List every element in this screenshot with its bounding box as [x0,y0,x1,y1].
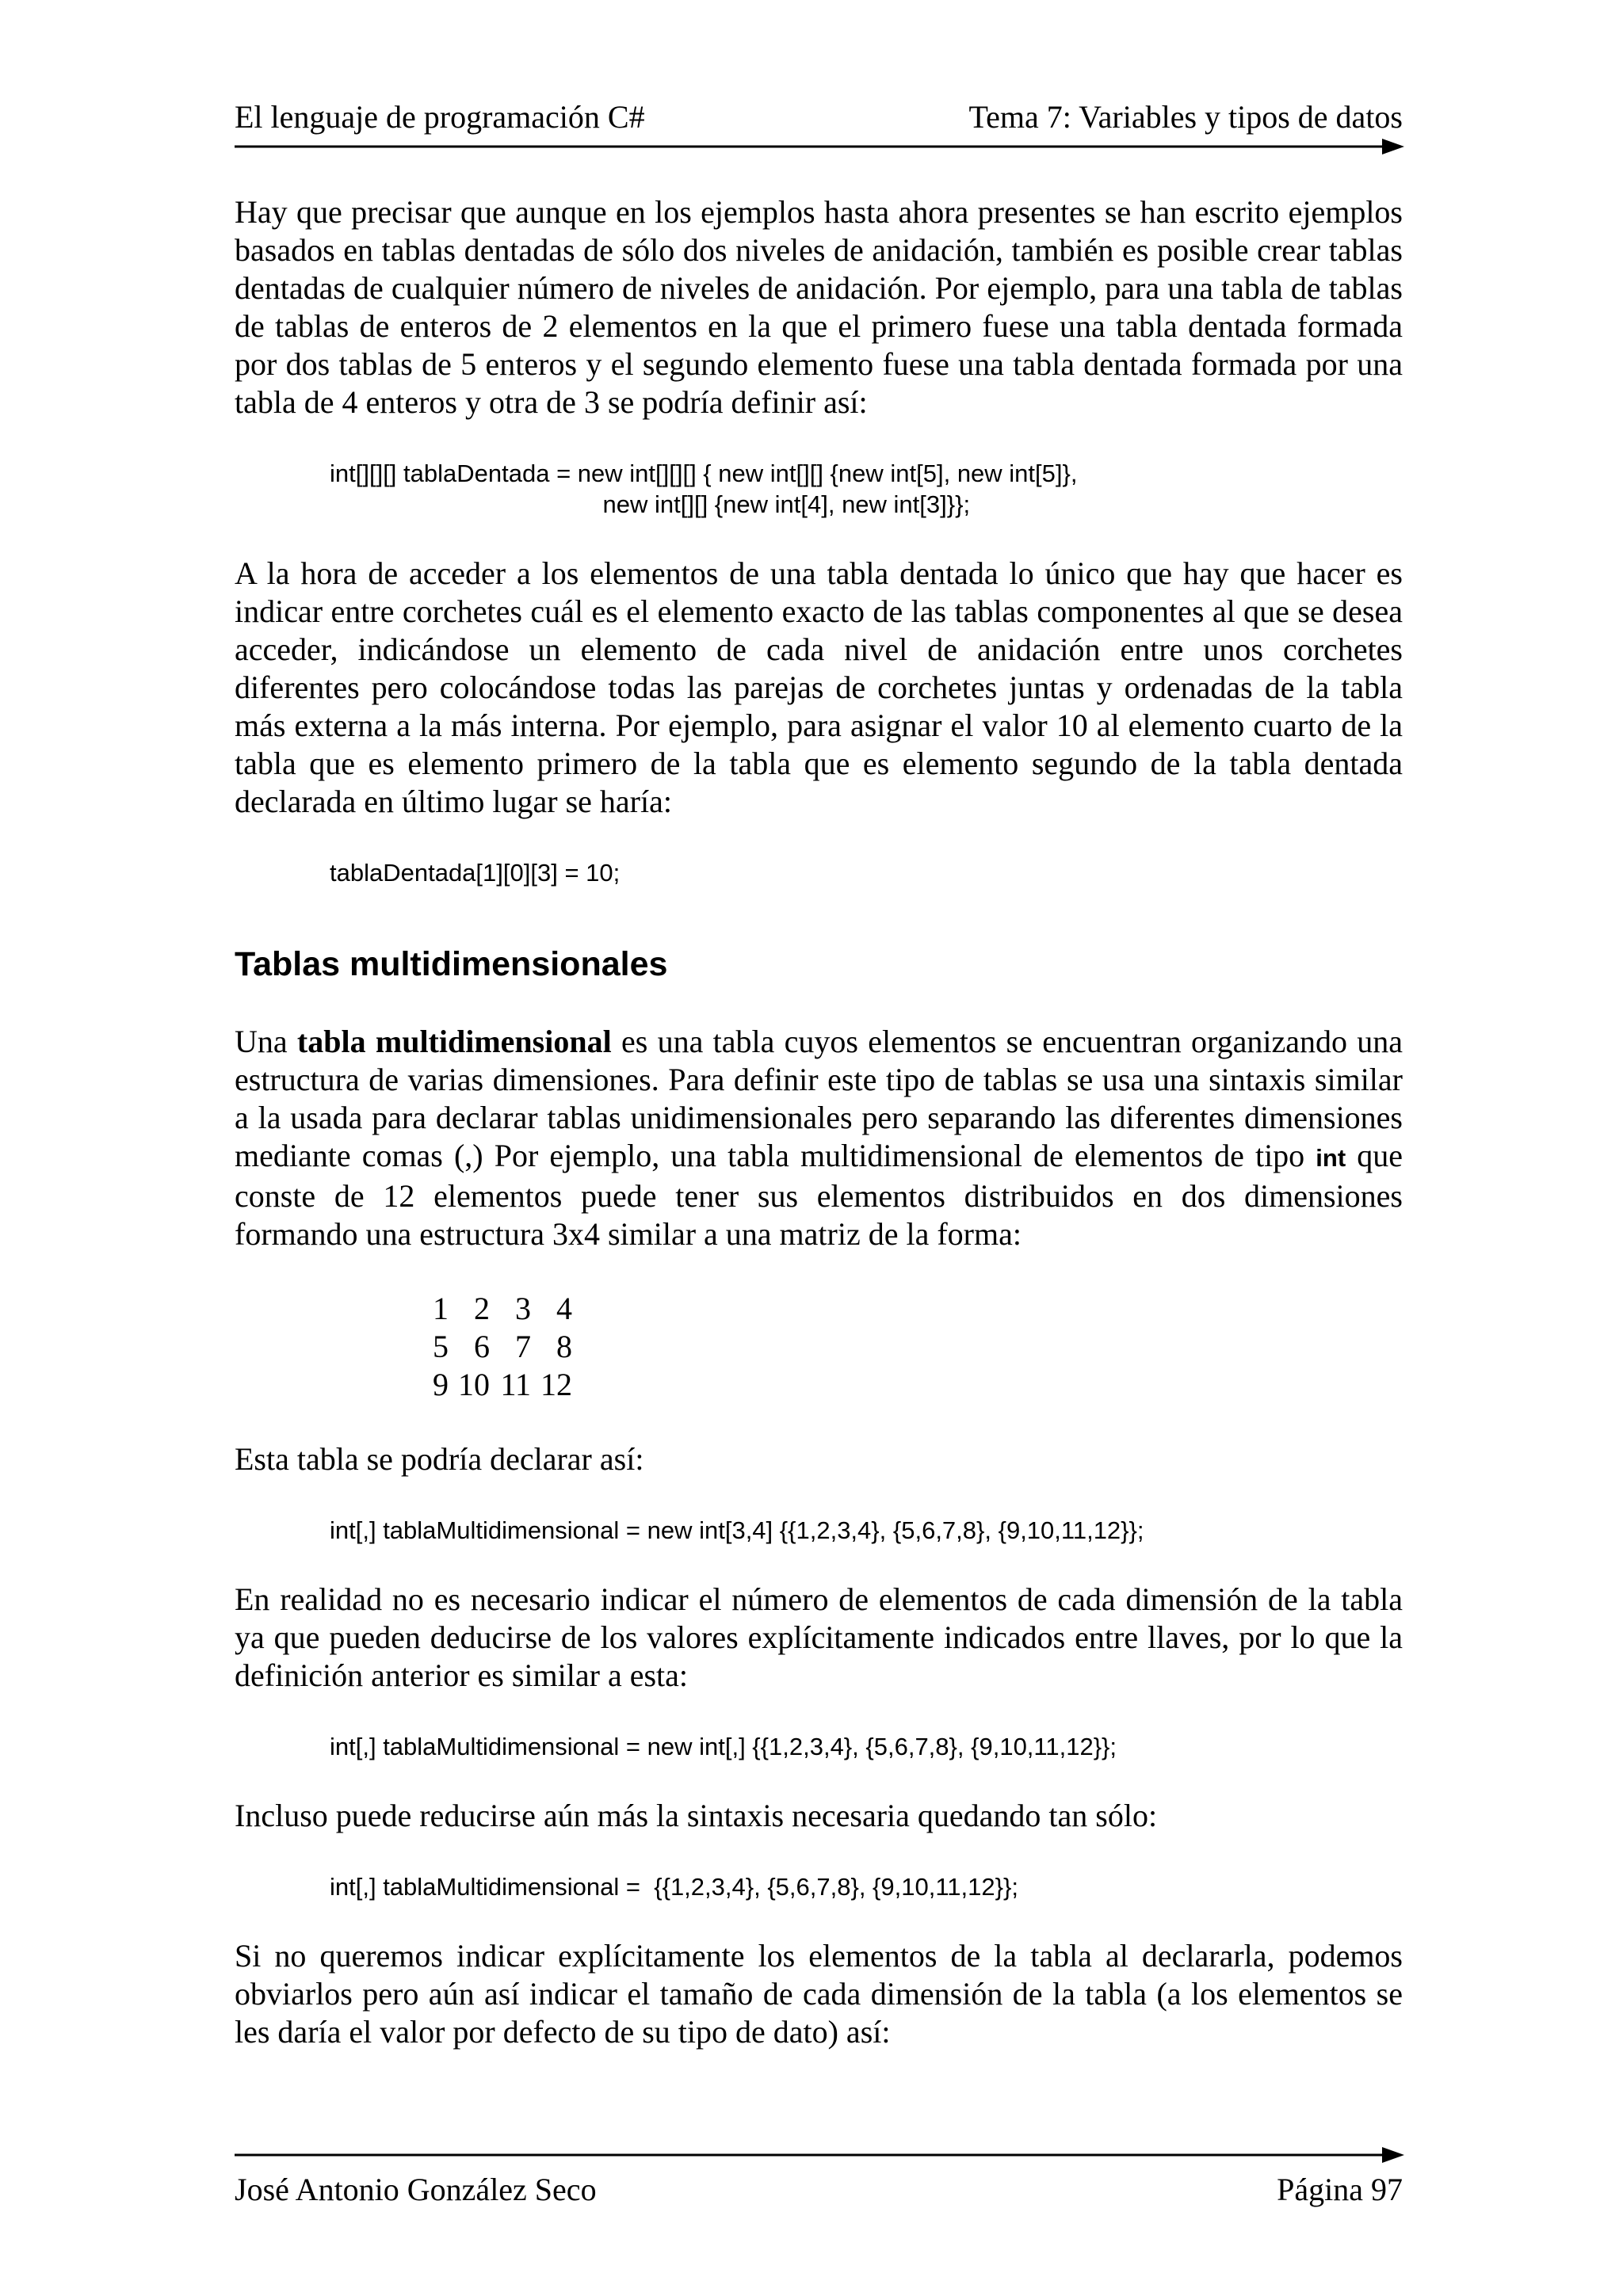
paragraph-declare-intro: Esta tabla se podría declarar así: [235,1441,644,1477]
footer-author: José Antonio González Seco [235,2172,597,2207]
matrix-row [425,1328,579,1366]
matrix-cell: 7 [515,1329,531,1364]
footer-rule-arrow [235,2143,1404,2167]
code-line: new int[][] {new int[4], new int[3]}}; [330,490,971,518]
matrix-row [425,1290,579,1328]
matrix-cell: 5 [433,1329,449,1364]
code-jagged-assign: tablaDentada[1][0][3] = 10; [330,859,621,887]
matrix-cell: 6 [474,1329,490,1364]
code-multidim-short: int[,] tablaMultidimensional = {{1,2,3,4}, {5,6,7,8}, {9,10,11,12}}; [330,1873,1018,1901]
text-run: que conste de 12 elementos puede tener sus elementos distribuidos en dos dimensiones formando una estructura 3x4 similar a una matriz de la forma: [235,1138,1403,1252]
matrix-cell: 4 [556,1291,572,1326]
matrix-cell: 1 [433,1291,449,1326]
example-matrix [425,1290,579,1404]
code-multidim-full: int[,] tablaMultidimensional = new int[3,4] {{1,2,3,4}, {5,6,7,8}, {9,10,11,12}}; [330,1516,1144,1544]
matrix-cell: 11 [500,1367,531,1402]
paragraph-jagged-access: A la hora de acceder a los elementos de una tabla dentada lo único que hay que hacer es indicar entre corchetes cuál es el elemento exacto de las tablas componentes al que se desea acceder, indicándose un elemento de cada nivel de anidación entre unos corchetes diferentes pero colocándose todas las parejas de corchetes juntas y ordenadas de la tabla más externa a la más interna. Por ejemplo, para asignar el valor 10 al elemento cuarto de la tabla que es elemento primero de la tabla que es elemento segundo de la tabla dentada declarada en último lugar se haría: [235,555,1403,819]
matrix-cell: 8 [556,1329,572,1364]
text-run: es una tabla cuyos elementos se encuentran organizando una estructura de varias dimensiones. Para definir este tipo de tablas se usa una sintaxis similar a la usada para declarar tablas unidimensionales pero separando las diferentes dimensiones mediante comas (,) Por ejemplo, una tabla multidimensional de elementos de tipo [235,1024,1403,1173]
footer-page-number: Página 97 [1277,2172,1403,2207]
matrix-row [425,1366,579,1404]
text-run: Una [235,1024,297,1059]
matrix-cell: 9 [433,1367,449,1402]
code-jagged-declaration [235,458,1403,520]
header-rule-arrow [235,135,1404,158]
matrix-cell: 2 [474,1291,490,1326]
page-header [235,98,1403,136]
matrix-cell: 12 [540,1367,572,1402]
paragraph-size-inference: En realidad no es necesario indicar el número de elementos de cada dimensión de la tabla ya que pueden deducirse de los valores explícitamente indicados entre llaves, por lo que la definición anterior es similar a esta: [235,1581,1403,1693]
inline-code-int: int [1316,1144,1346,1172]
bold-term: tabla multidimensional [296,1024,612,1059]
code-line: int[][][] tablaDentada = new int[][][] { new int[][] {new int[5], new int[5]}, [330,460,1078,487]
matrix-cell: 3 [515,1291,531,1326]
section-title: Tablas multidimensionales [235,945,668,983]
paragraph-multidimensional-intro [235,1023,1403,1253]
header-book-title: El lenguaje de programación C# [235,99,645,135]
paragraph-shorter-syntax: Incluso puede reducirse aún más la sintaxis necesaria quedando tan sólo: [235,1798,1158,1833]
paragraph-default-values: Si no queremos indicar explícitamente los elementos de la tabla al declararla, podemos obviarlos pero aún así indicar el tamaño de cada dimensión de la tabla (a los elementos se les daría el valor por defecto de su tipo de dato) así: [235,1938,1403,2050]
page-content [235,193,1403,2051]
header-chapter-title: Tema 7: Variables y tipos de datos [968,99,1403,135]
paragraph-jagged-nesting: Hay que precisar que aunque en los ejemplos hasta ahora presentes se han escrito ejemplos basados en tablas dentadas de sólo dos niveles de anidación, también es posible crear tablas dentadas de cualquier número de niveles de anidación. Por ejemplo, para una tabla de tablas de tablas de enteros de 2 elementos en la que el primero fuese una tabla dentada formada por dos tablas de 5 enteros y el segundo elemento fuese una tabla dentada formada por una tabla de 4 enteros y otra de 3 se podría definir así: [235,194,1403,420]
page-footer [235,2171,1403,2209]
matrix-cell: 10 [458,1367,490,1402]
code-multidim-inferred: int[,] tablaMultidimensional = new int[,] {{1,2,3,4}, {5,6,7,8}, {9,10,11,12}}; [330,1733,1117,1760]
